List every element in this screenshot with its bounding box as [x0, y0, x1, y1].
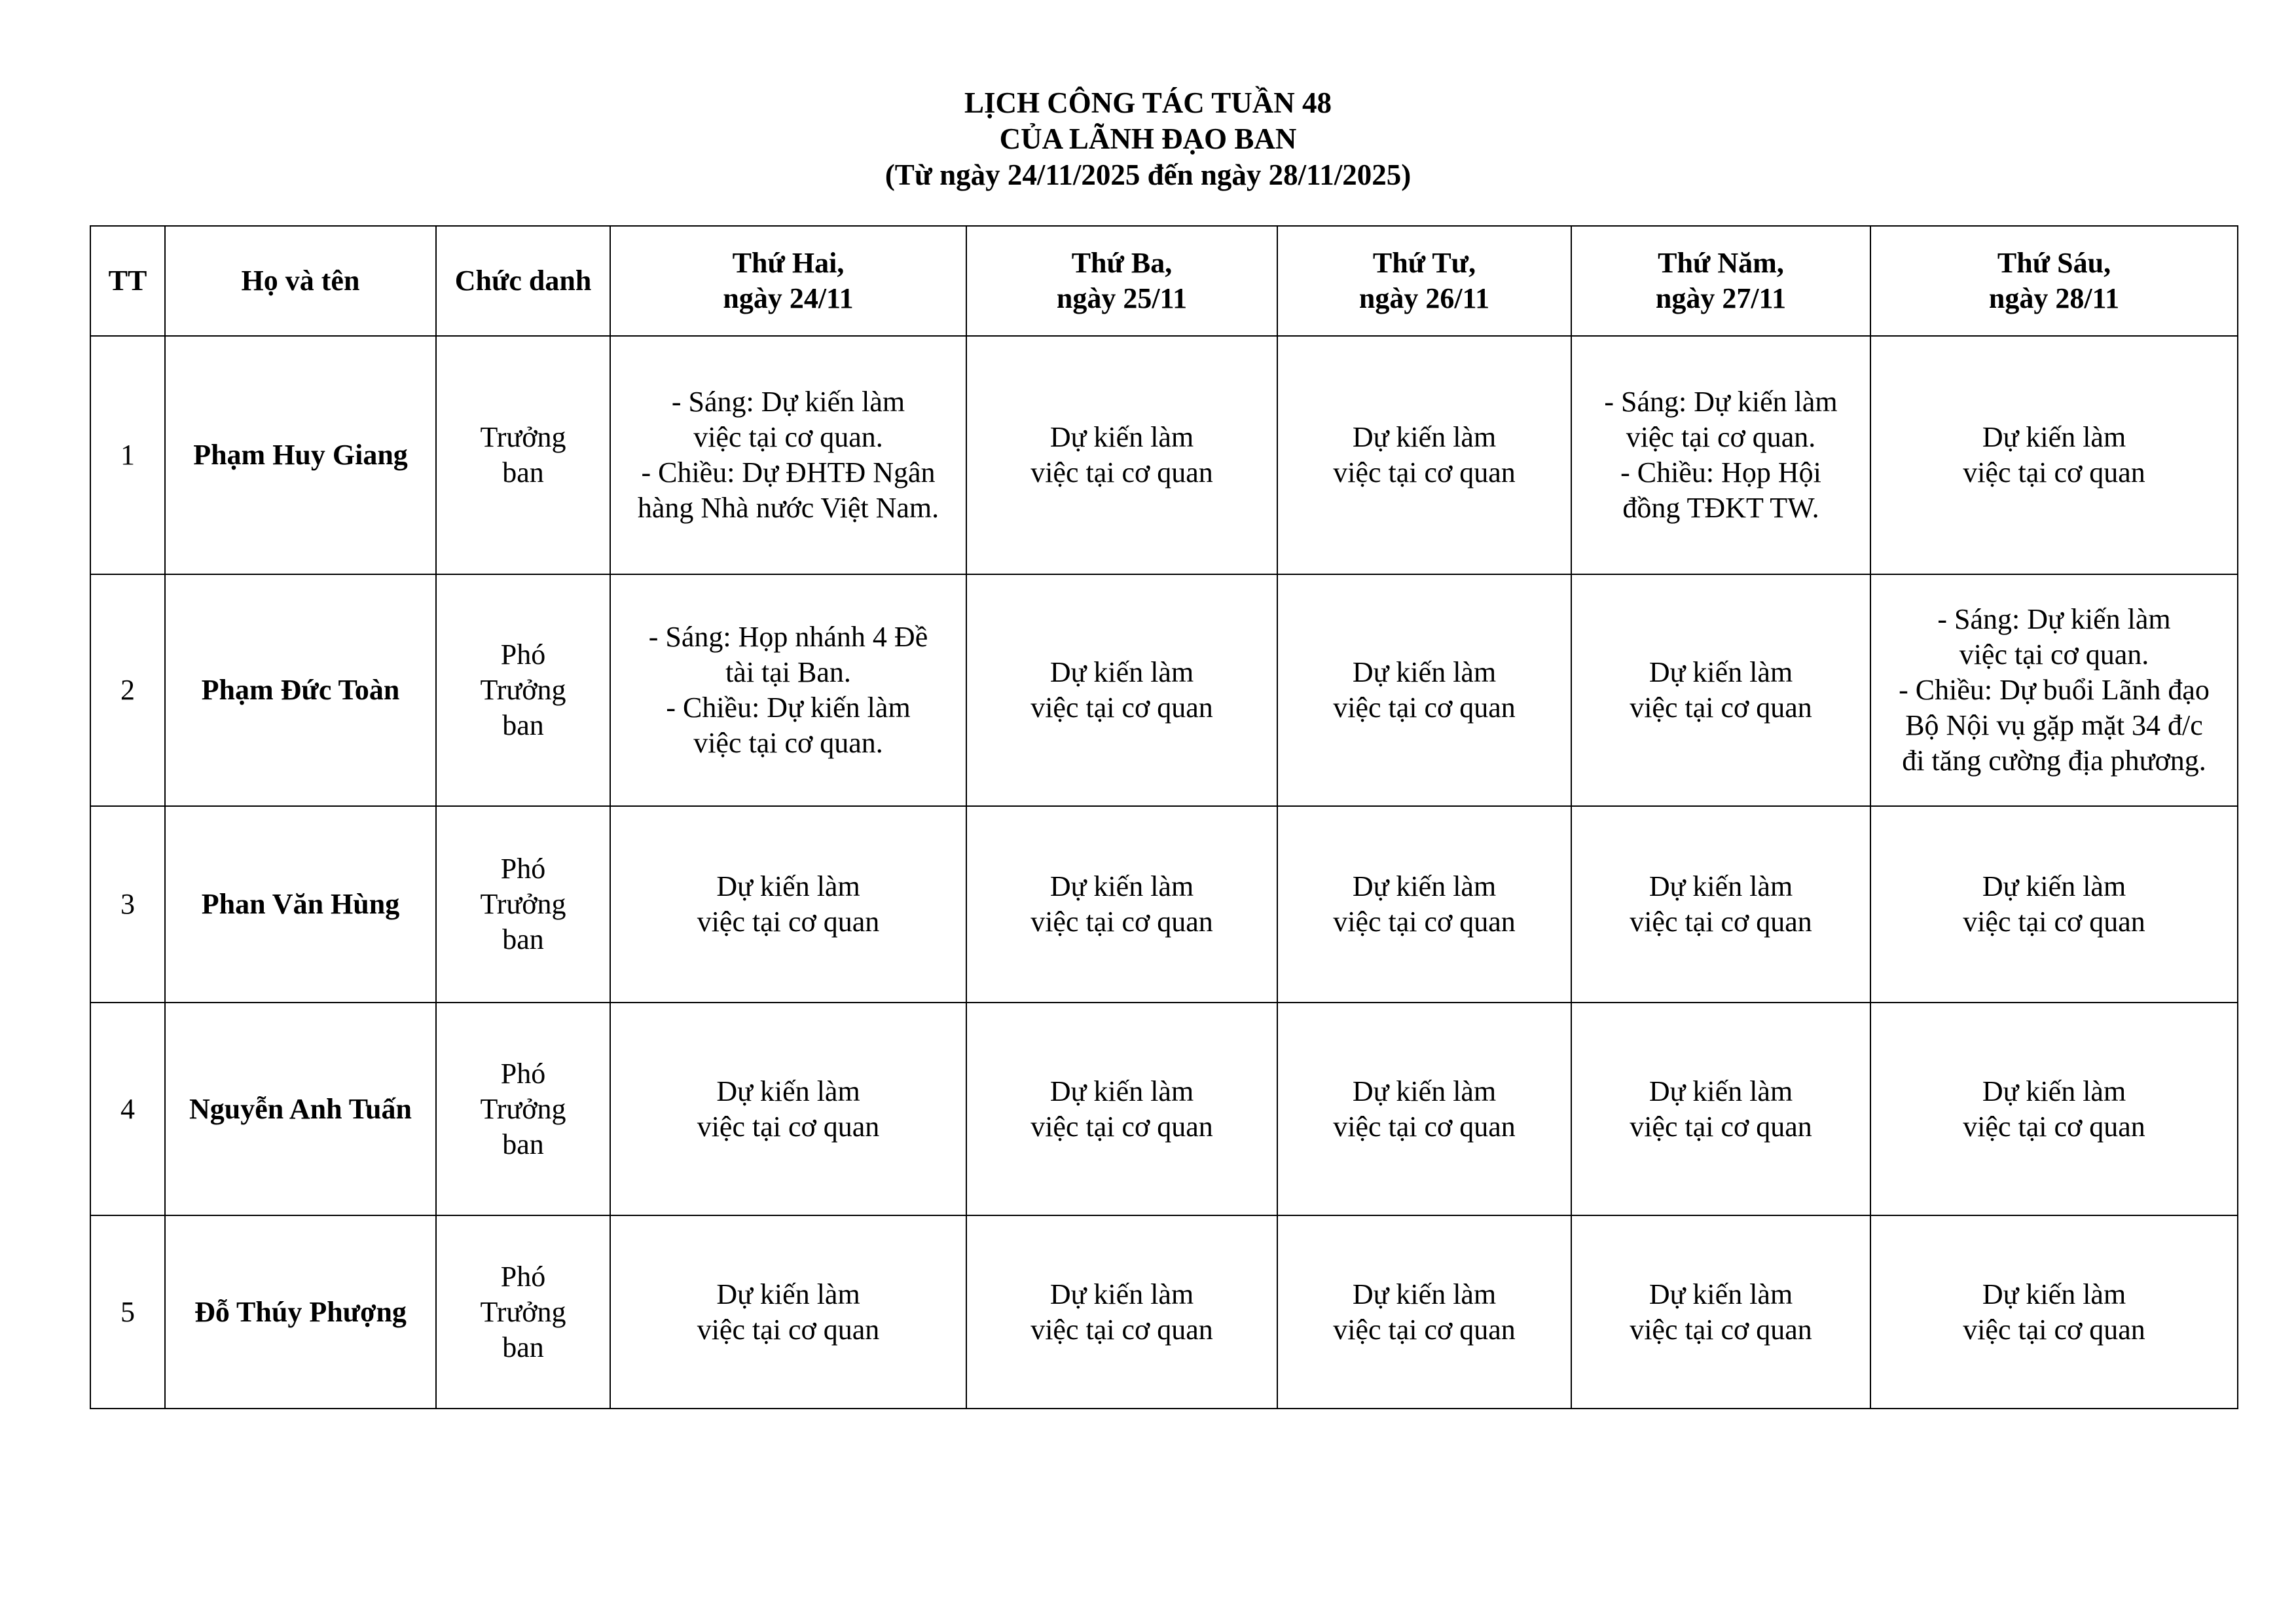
- header-name: Họ và tên: [165, 226, 436, 336]
- table-row: [90, 336, 2238, 574]
- schedule-tuesday: Dự kiến làm việc tại cơ quan: [966, 574, 1277, 806]
- schedule-monday: Dự kiến làm việc tại cơ quan: [610, 806, 966, 1003]
- row-number: 3: [90, 806, 165, 1003]
- schedule-thursday: Dự kiến làm việc tại cơ quan: [1571, 1003, 1870, 1215]
- header-thursday: Thứ Năm, ngày 27/11: [1571, 226, 1870, 336]
- person-name: Đỗ Thúy Phượng: [165, 1215, 436, 1409]
- table-row: [90, 806, 2238, 1003]
- schedule-tuesday: Dự kiến làm việc tại cơ quan: [966, 1003, 1277, 1215]
- schedule-wednesday: Dự kiến làm việc tại cơ quan: [1277, 336, 1571, 574]
- person-name: Phạm Huy Giang: [165, 336, 436, 574]
- schedule-tuesday: Dự kiến làm việc tại cơ quan: [966, 336, 1277, 574]
- person-position: Phó Trưởng ban: [436, 1215, 610, 1409]
- person-position: Phó Trưởng ban: [436, 574, 610, 806]
- table-row: [90, 1003, 2238, 1215]
- schedule-thursday: Dự kiến làm việc tại cơ quan: [1571, 574, 1870, 806]
- header-tuesday: Thứ Ba, ngày 25/11: [966, 226, 1277, 336]
- row-number: 2: [90, 574, 165, 806]
- date-range: (Từ ngày 24/11/2025 đến ngày 28/11/2025): [884, 158, 1412, 191]
- person-name: Phạm Đức Toàn: [165, 574, 436, 806]
- header-monday: Thứ Hai, ngày 24/11: [610, 226, 966, 336]
- schedule-tuesday: Dự kiến làm việc tại cơ quan: [966, 1215, 1277, 1409]
- header-wednesday: Thứ Tư, ngày 26/11: [1277, 226, 1571, 336]
- table-row: [90, 574, 2238, 806]
- schedule-wednesday: Dự kiến làm việc tại cơ quan: [1277, 574, 1571, 806]
- person-name: Phan Văn Hùng: [165, 806, 436, 1003]
- schedule-thursday: Dự kiến làm việc tại cơ quan: [1571, 806, 1870, 1003]
- schedule-thursday: - Sáng: Dự kiến làm việc tại cơ quan. - Chiều: Họp Hội đồng TĐKT TW.: [1571, 336, 1870, 574]
- person-position: Phó Trưởng ban: [436, 806, 610, 1003]
- schedule-wednesday: Dự kiến làm việc tại cơ quan: [1277, 1003, 1571, 1215]
- row-number: 1: [90, 336, 165, 574]
- schedule-wednesday: Dự kiến làm việc tại cơ quan: [1277, 1215, 1571, 1409]
- header-friday: Thứ Sáu, ngày 28/11: [1870, 226, 2238, 336]
- schedule-table: [90, 225, 2238, 1409]
- schedule-monday: - Sáng: Dự kiến làm việc tại cơ quan. - Chiều: Dự ĐHTĐ Ngân hàng Nhà nước Việt Nam.: [610, 336, 966, 574]
- header-tt: TT: [90, 226, 165, 336]
- schedule-monday: - Sáng: Họp nhánh 4 Đề tài tại Ban. - Chiều: Dự kiến làm việc tại cơ quan.: [610, 574, 966, 806]
- schedule-friday: Dự kiến làm việc tại cơ quan: [1870, 336, 2238, 574]
- schedule-thursday: Dự kiến làm việc tại cơ quan: [1571, 1215, 1870, 1409]
- schedule-friday: - Sáng: Dự kiến làm việc tại cơ quan. - Chiều: Dự buổi Lãnh đạo Bộ Nội vụ gặp mặt 34 đ/c đi tăng cường địa phương.: [1870, 574, 2238, 806]
- schedule-friday: Dự kiến làm việc tại cơ quan: [1870, 806, 2238, 1003]
- schedule-wednesday: Dự kiến làm việc tại cơ quan: [1277, 806, 1571, 1003]
- header-row: [90, 226, 2238, 336]
- person-position: Trưởng ban: [436, 336, 610, 574]
- row-number: 4: [90, 1003, 165, 1215]
- header-position: Chức danh: [436, 226, 610, 336]
- schedule-friday: Dự kiến làm việc tại cơ quan: [1870, 1215, 2238, 1409]
- schedule-friday: Dự kiến làm việc tại cơ quan: [1870, 1003, 2238, 1215]
- schedule-tuesday: Dự kiến làm việc tại cơ quan: [966, 806, 1277, 1003]
- schedule-monday: Dự kiến làm việc tại cơ quan: [610, 1215, 966, 1409]
- schedule-monday: Dự kiến làm việc tại cơ quan: [610, 1003, 966, 1215]
- document-title: [0, 85, 2296, 193]
- person-position: Phó Trưởng ban: [436, 1003, 610, 1215]
- row-number: 5: [90, 1215, 165, 1409]
- title-line-1: LỊCH CÔNG TÁC TUẦN 48: [964, 86, 1332, 119]
- person-name: Nguyễn Anh Tuấn: [165, 1003, 436, 1215]
- title-line-2: CỦA LÃNH ĐẠO BAN: [999, 122, 1297, 155]
- table-row: [90, 1215, 2238, 1409]
